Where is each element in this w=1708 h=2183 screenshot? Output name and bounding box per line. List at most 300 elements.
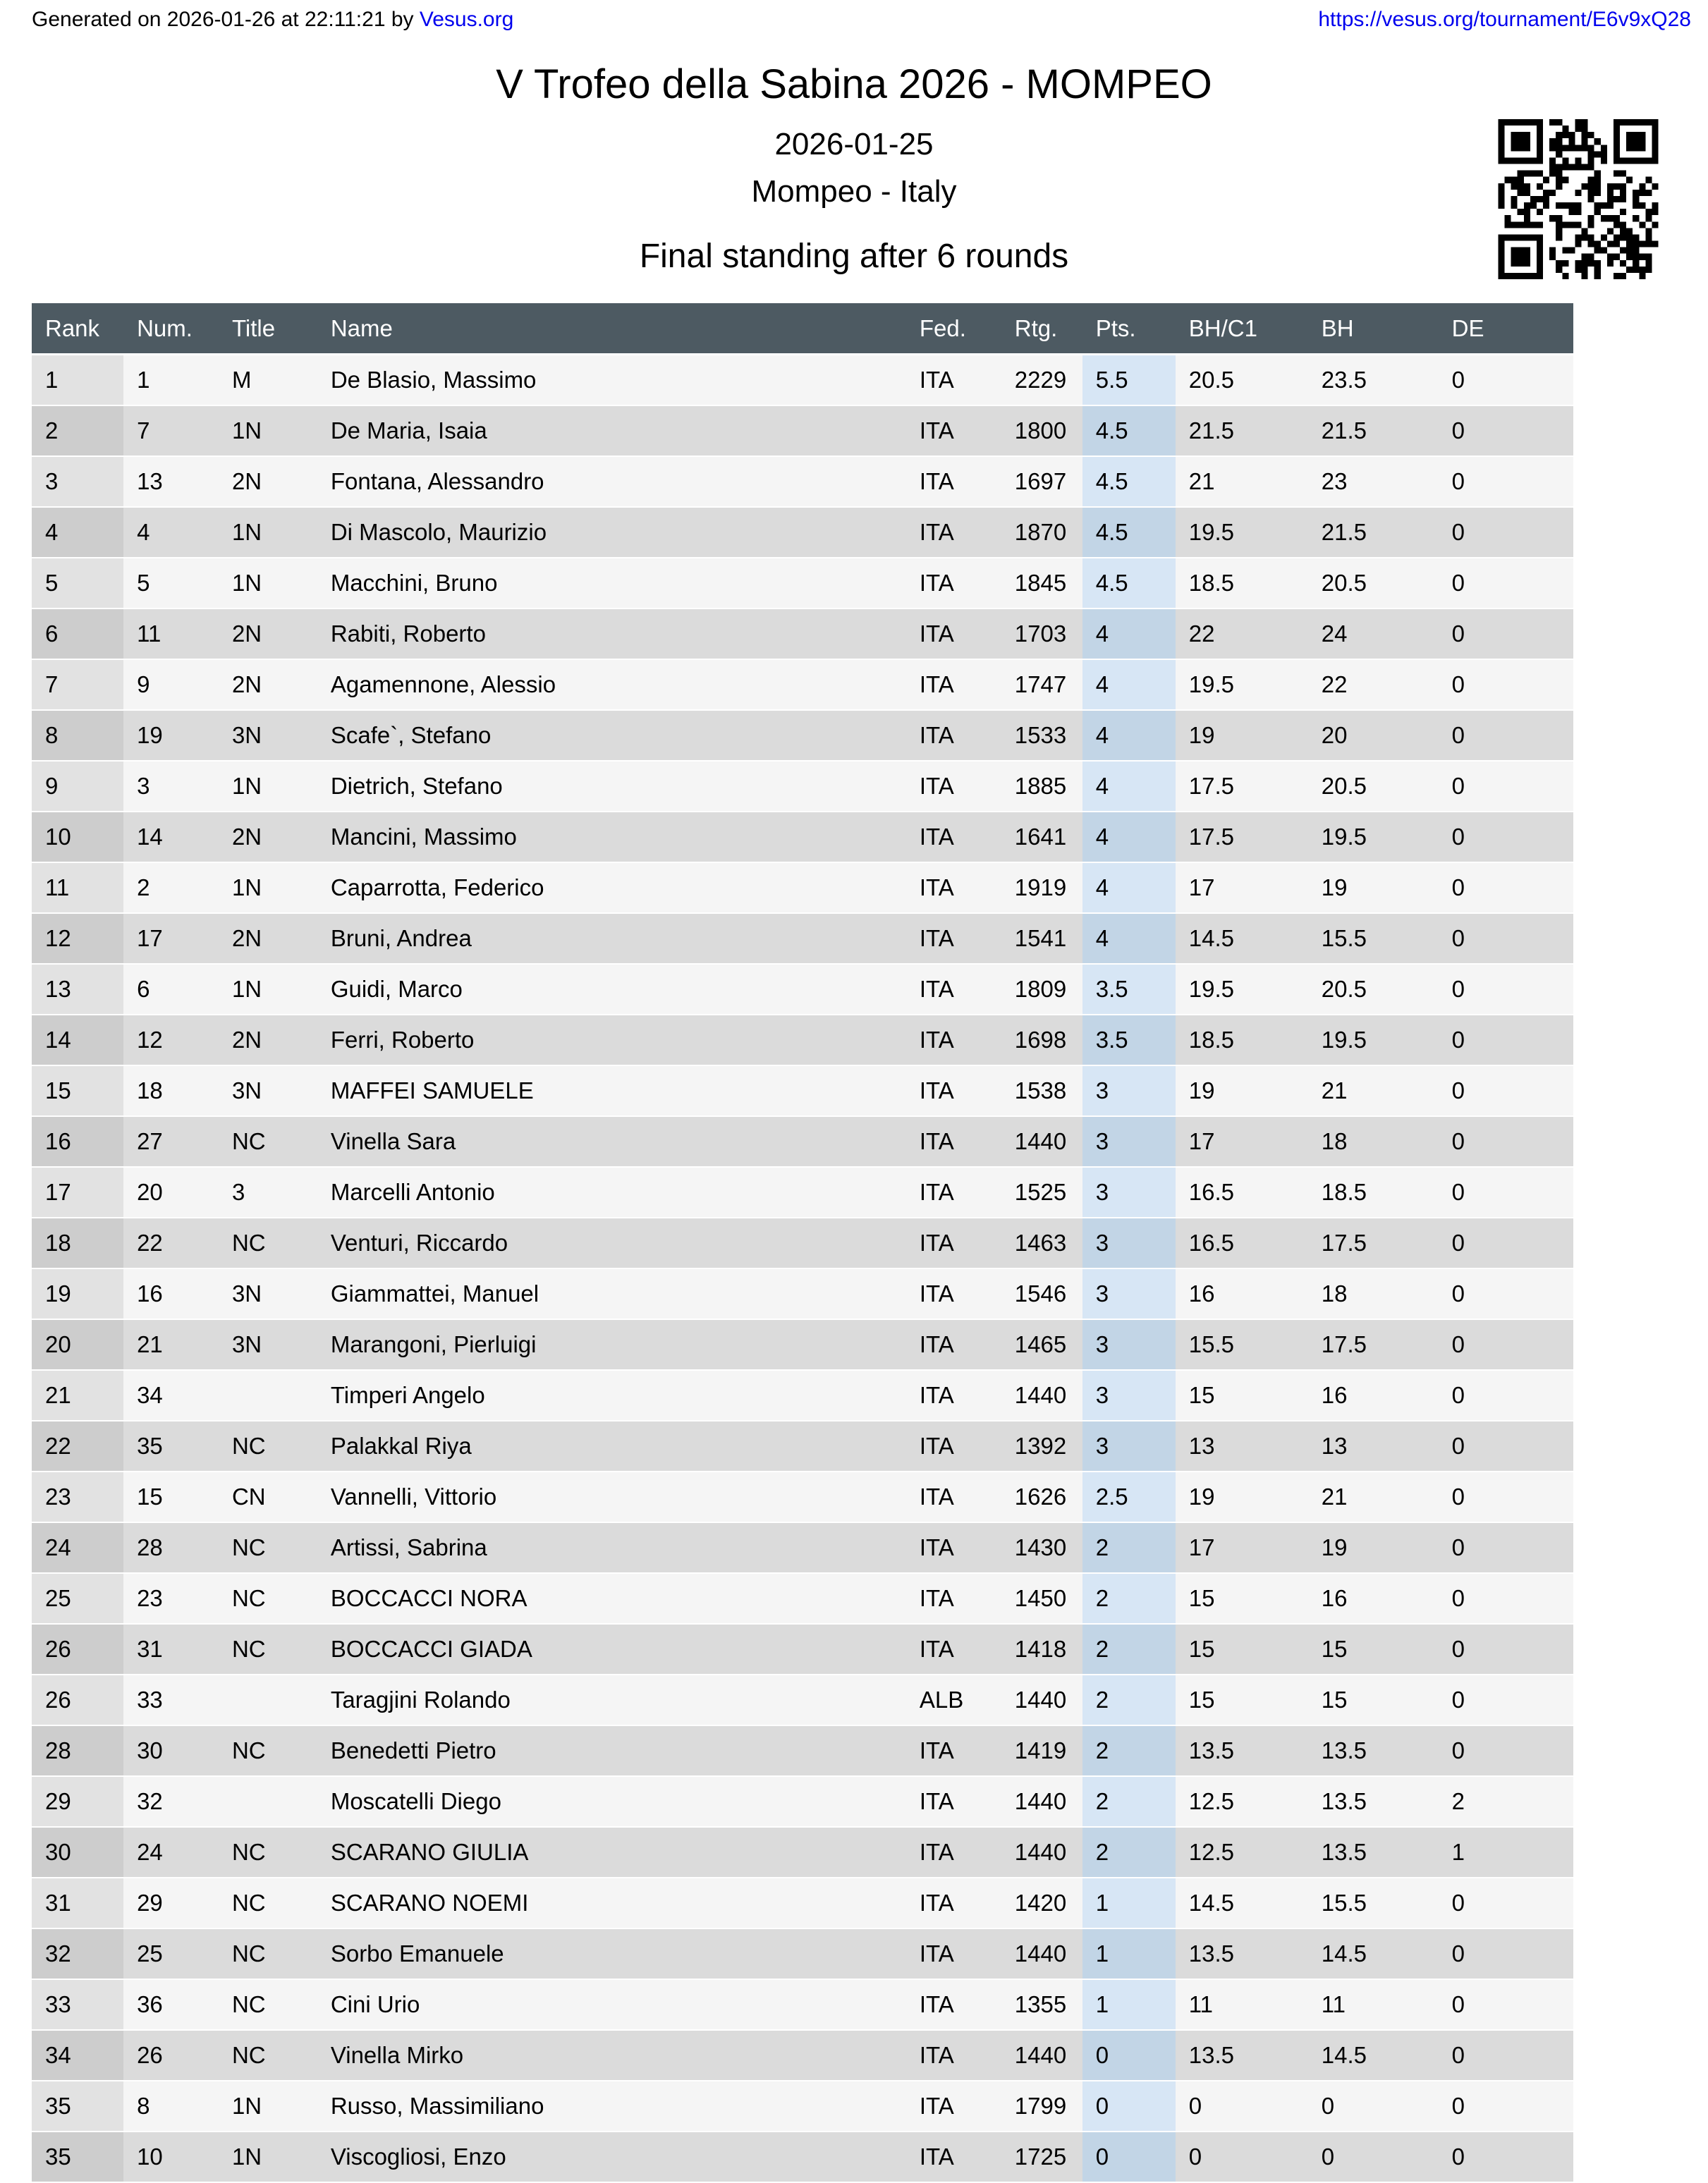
cell-fed: ITA [906,1624,1001,1675]
cell-num: 30 [123,1725,219,1776]
cell-title: 2N [219,1015,317,1065]
cell-num: 25 [123,1928,219,1979]
cell-pts: 1 [1082,1979,1176,2030]
cell-fed: ITA [906,1776,1001,1827]
cell-title: NC [219,2030,317,2081]
cell-bhc1: 17 [1176,1522,1308,1573]
cell-title [219,1370,317,1421]
cell-bhc1: 19 [1176,1472,1308,1522]
cell-num: 29 [123,1878,219,1928]
table-row [32,456,1573,507]
cell-title [219,1675,317,1725]
cell-pts: 0 [1082,2081,1176,2132]
cell-pts: 2.5 [1082,1472,1176,1522]
cell-pts: 2 [1082,1573,1176,1624]
cell-bh: 15 [1308,1675,1439,1725]
cell-bh: 16 [1308,1573,1439,1624]
cell-name: Marangoni, Pierluigi [317,1319,906,1370]
cell-bhc1: 19 [1176,1065,1308,1116]
cell-title: 1N [219,862,317,913]
cell-fed: ITA [906,1116,1001,1167]
cell-de: 0 [1439,812,1573,862]
cell-rank: 8 [32,710,123,761]
cell-de: 0 [1439,710,1573,761]
cell-num: 1 [123,355,219,406]
cell-name: Caparrotta, Federico [317,862,906,913]
cell-rank: 32 [32,1928,123,1979]
cell-pts: 2 [1082,1522,1176,1573]
cell-bh: 13 [1308,1421,1439,1472]
cell-bhc1: 17.5 [1176,761,1308,812]
cell-de: 0 [1439,1015,1573,1065]
cell-pts: 3 [1082,1116,1176,1167]
cell-bh: 13.5 [1308,1827,1439,1878]
cell-bhc1: 18.5 [1176,558,1308,609]
cell-rtg: 2229 [1001,355,1082,406]
cell-de: 0 [1439,558,1573,609]
cell-num: 3 [123,761,219,812]
cell-bhc1: 22 [1176,609,1308,659]
cell-num: 35 [123,1421,219,1472]
cell-pts: 1 [1082,1928,1176,1979]
cell-pts: 4 [1082,812,1176,862]
cell-fed: ITA [906,1319,1001,1370]
cell-bh: 22 [1308,659,1439,710]
column-header-fed: Fed. [906,303,1001,355]
cell-fed: ITA [906,2132,1001,2182]
cell-bh: 19.5 [1308,812,1439,862]
cell-rank: 35 [32,2132,123,2182]
cell-de: 0 [1439,1167,1573,1218]
cell-rank: 29 [32,1776,123,1827]
cell-bhc1: 21.5 [1176,405,1308,456]
table-row [32,355,1573,406]
cell-rank: 33 [32,1979,123,2030]
cell-rtg: 1870 [1001,507,1082,558]
cell-bhc1: 12.5 [1176,1776,1308,1827]
cell-bhc1: 15.5 [1176,1319,1308,1370]
tournament-location: Mompeo - Italy [751,174,957,209]
cell-rtg: 1725 [1001,2132,1082,2182]
column-header-name: Name [317,303,906,355]
table-row [32,1725,1573,1776]
cell-bh: 11 [1308,1979,1439,2030]
cell-title: NC [219,1218,317,1268]
cell-bh: 21 [1308,1065,1439,1116]
cell-num: 15 [123,1472,219,1522]
table-row [32,1065,1573,1116]
cell-rank: 11 [32,862,123,913]
cell-pts: 4.5 [1082,456,1176,507]
cell-num: 4 [123,507,219,558]
table-row [32,1015,1573,1065]
cell-fed: ITA [906,2081,1001,2132]
cell-fed: ITA [906,1979,1001,2030]
table-row [32,558,1573,609]
cell-title: 3 [219,1167,317,1218]
cell-name: Cini Urio [317,1979,906,2030]
cell-de: 0 [1439,1370,1573,1421]
cell-rtg: 1440 [1001,1928,1082,1979]
cell-bhc1: 15 [1176,1624,1308,1675]
cell-rank: 5 [32,558,123,609]
cell-de: 0 [1439,2030,1573,2081]
cell-rtg: 1698 [1001,1015,1082,1065]
cell-rtg: 1626 [1001,1472,1082,1522]
cell-pts: 2 [1082,1827,1176,1878]
table-row [32,2132,1573,2182]
cell-rtg: 1525 [1001,1167,1082,1218]
cell-name: Ferri, Roberto [317,1015,906,1065]
vesus-link[interactable]: Vesus.org [419,8,514,31]
cell-name: De Blasio, Massimo [317,355,906,406]
cell-fed: ITA [906,659,1001,710]
cell-rtg: 1355 [1001,1979,1082,2030]
cell-rtg: 1845 [1001,558,1082,609]
table-row [32,2081,1573,2132]
cell-rank: 9 [32,761,123,812]
cell-bh: 21.5 [1308,507,1439,558]
cell-bhc1: 19.5 [1176,964,1308,1015]
table-row [32,1979,1573,2030]
table-header-row [32,303,1573,355]
table-row [32,1421,1573,1472]
cell-num: 33 [123,1675,219,1725]
cell-rtg: 1420 [1001,1878,1082,1928]
cell-de: 0 [1439,1116,1573,1167]
cell-num: 14 [123,812,219,862]
table-row [32,964,1573,1015]
cell-bhc1: 17.5 [1176,812,1308,862]
cell-fed: ITA [906,761,1001,812]
table-row [32,1624,1573,1675]
table-row [32,507,1573,558]
cell-de: 0 [1439,1878,1573,1928]
cell-rtg: 1463 [1001,1218,1082,1268]
cell-name: Timperi Angelo [317,1370,906,1421]
cell-bh: 20.5 [1308,558,1439,609]
cell-rtg: 1440 [1001,1116,1082,1167]
cell-fed: ITA [906,1573,1001,1624]
cell-num: 32 [123,1776,219,1827]
cell-pts: 2 [1082,1776,1176,1827]
cell-num: 27 [123,1116,219,1167]
cell-name: BOCCACCI NORA [317,1573,906,1624]
cell-name: Moscatelli Diego [317,1776,906,1827]
cell-bhc1: 14.5 [1176,1878,1308,1928]
cell-fed: ITA [906,1522,1001,1573]
cell-rank: 15 [32,1065,123,1116]
cell-title: 3N [219,710,317,761]
cell-bhc1: 15 [1176,1573,1308,1624]
cell-num: 12 [123,1015,219,1065]
cell-de: 0 [1439,1218,1573,1268]
table-row [32,761,1573,812]
cell-title: NC [219,1116,317,1167]
table-row [32,1776,1573,1827]
cell-de: 0 [1439,659,1573,710]
cell-bh: 0 [1308,2081,1439,2132]
cell-de: 0 [1439,507,1573,558]
cell-fed: ITA [906,1928,1001,1979]
cell-title: 3N [219,1065,317,1116]
cell-num: 19 [123,710,219,761]
cell-name: Dietrich, Stefano [317,761,906,812]
cell-rank: 6 [32,609,123,659]
cell-bh: 0 [1308,2132,1439,2182]
cell-de: 0 [1439,355,1573,406]
cell-title [219,1776,317,1827]
cell-de: 0 [1439,609,1573,659]
cell-rank: 10 [32,812,123,862]
cell-de: 0 [1439,964,1573,1015]
cell-num: 34 [123,1370,219,1421]
cell-name: Giammattei, Manuel [317,1268,906,1319]
cell-rank: 2 [32,405,123,456]
standing-heading: Final standing after 6 rounds [639,238,1069,275]
table-row [32,1878,1573,1928]
cell-num: 8 [123,2081,219,2132]
cell-pts: 3 [1082,1370,1176,1421]
tournament-url-link[interactable]: https://vesus.org/tournament/E6v9xQ28 [1318,8,1691,31]
cell-pts: 2 [1082,1624,1176,1675]
column-header-de: DE [1439,303,1573,355]
cell-de: 0 [1439,405,1573,456]
cell-num: 16 [123,1268,219,1319]
cell-pts: 4 [1082,710,1176,761]
cell-fed: ITA [906,1725,1001,1776]
cell-name: Agamennone, Alessio [317,659,906,710]
table-row [32,1116,1573,1167]
cell-fed: ITA [906,862,1001,913]
cell-bh: 19 [1308,1522,1439,1573]
cell-name: Macchini, Bruno [317,558,906,609]
cell-bhc1: 16 [1176,1268,1308,1319]
topline [32,6,1691,34]
cell-fed: ITA [906,710,1001,761]
cell-rtg: 1533 [1001,710,1082,761]
cell-pts: 0 [1082,2030,1176,2081]
cell-rank: 3 [32,456,123,507]
column-header-rtg: Rtg. [1001,303,1082,355]
cell-fed: ITA [906,507,1001,558]
column-header-num: Num. [123,303,219,355]
cell-bhc1: 12.5 [1176,1827,1308,1878]
cell-title: NC [219,1827,317,1878]
cell-name: Taragjini Rolando [317,1675,906,1725]
cell-rank: 7 [32,659,123,710]
cell-pts: 4 [1082,659,1176,710]
column-header-bh: BH [1308,303,1439,355]
cell-rtg: 1440 [1001,1675,1082,1725]
cell-name: Vinella Mirko [317,2030,906,2081]
cell-de: 0 [1439,1573,1573,1624]
cell-num: 31 [123,1624,219,1675]
cell-de: 0 [1439,456,1573,507]
page-title: V Trofeo della Sabina 2026 - MOMPEO [496,61,1212,107]
cell-pts: 3.5 [1082,964,1176,1015]
cell-rank: 21 [32,1370,123,1421]
table-row [32,1268,1573,1319]
tournament-date: 2026-01-25 [774,127,934,161]
cell-name: BOCCACCI GIADA [317,1624,906,1675]
cell-fed: ALB [906,1675,1001,1725]
cell-bhc1: 15 [1176,1675,1308,1725]
cell-num: 21 [123,1319,219,1370]
cell-title: CN [219,1472,317,1522]
cell-fed: ITA [906,1218,1001,1268]
cell-title: 2N [219,609,317,659]
cell-name: Mancini, Massimo [317,812,906,862]
cell-bh: 14.5 [1308,1928,1439,1979]
cell-bh: 14.5 [1308,2030,1439,2081]
cell-name: Palakkal Riya [317,1421,906,1472]
cell-title: 1N [219,964,317,1015]
cell-title: NC [219,1725,317,1776]
cell-title: 2N [219,456,317,507]
cell-bhc1: 19.5 [1176,659,1308,710]
cell-fed: ITA [906,609,1001,659]
cell-pts: 4.5 [1082,405,1176,456]
cell-title: NC [219,1573,317,1624]
cell-fed: ITA [906,1167,1001,1218]
cell-title: 1N [219,761,317,812]
cell-de: 0 [1439,1624,1573,1675]
cell-name: Guidi, Marco [317,964,906,1015]
cell-de: 0 [1439,913,1573,964]
cell-fed: ITA [906,1827,1001,1878]
cell-title: NC [219,1421,317,1472]
cell-pts: 3 [1082,1065,1176,1116]
cell-fed: ITA [906,812,1001,862]
cell-de: 1 [1439,1827,1573,1878]
cell-rtg: 1541 [1001,913,1082,964]
cell-num: 5 [123,558,219,609]
cell-pts: 0 [1082,2132,1176,2182]
cell-rtg: 1392 [1001,1421,1082,1472]
cell-fed: ITA [906,405,1001,456]
cell-fed: ITA [906,1370,1001,1421]
cell-name: Fontana, Alessandro [317,456,906,507]
cell-rank: 30 [32,1827,123,1878]
table-row [32,710,1573,761]
cell-bhc1: 20.5 [1176,355,1308,406]
cell-name: Marcelli Antonio [317,1167,906,1218]
cell-rank: 1 [32,355,123,406]
cell-rtg: 1440 [1001,1827,1082,1878]
cell-de: 0 [1439,761,1573,812]
cell-rtg: 1697 [1001,456,1082,507]
cell-title: NC [219,1979,317,2030]
cell-bhc1: 21 [1176,456,1308,507]
cell-num: 6 [123,964,219,1015]
cell-rank: 34 [32,2030,123,2081]
cell-rank: 35 [32,2081,123,2132]
cell-rank: 23 [32,1472,123,1522]
cell-title: 2N [219,812,317,862]
cell-pts: 4 [1082,761,1176,812]
cell-de: 0 [1439,1319,1573,1370]
cell-bhc1: 19.5 [1176,507,1308,558]
cell-rank: 28 [32,1725,123,1776]
cell-fed: ITA [906,1421,1001,1472]
cell-de: 0 [1439,862,1573,913]
cell-pts: 3 [1082,1218,1176,1268]
cell-name: SCARANO NOEMI [317,1878,906,1928]
cell-bhc1: 13 [1176,1421,1308,1472]
cell-bh: 23.5 [1308,355,1439,406]
cell-num: 28 [123,1522,219,1573]
table-row [32,812,1573,862]
cell-title: 1N [219,405,317,456]
cell-rtg: 1419 [1001,1725,1082,1776]
cell-title: NC [219,1928,317,1979]
cell-bhc1: 18.5 [1176,1015,1308,1065]
cell-de: 0 [1439,1979,1573,2030]
cell-rank: 14 [32,1015,123,1065]
table-row [32,862,1573,913]
cell-pts: 1 [1082,1878,1176,1928]
cell-title: 2N [219,659,317,710]
cell-num: 26 [123,2030,219,2081]
table-row [32,1218,1573,1268]
cell-rtg: 1538 [1001,1065,1082,1116]
cell-bh: 18 [1308,1116,1439,1167]
cell-name: Di Mascolo, Maurizio [317,507,906,558]
cell-bh: 21.5 [1308,405,1439,456]
cell-num: 23 [123,1573,219,1624]
cell-name: Vannelli, Vittorio [317,1472,906,1522]
table-row [32,405,1573,456]
cell-name: Venturi, Riccardo [317,1218,906,1268]
cell-fed: ITA [906,964,1001,1015]
cell-rank: 4 [32,507,123,558]
cell-fed: ITA [906,2030,1001,2081]
cell-title: 1N [219,2132,317,2182]
cell-rtg: 1747 [1001,659,1082,710]
cell-rtg: 1641 [1001,812,1082,862]
cell-bh: 13.5 [1308,1776,1439,1827]
cell-fed: ITA [906,1065,1001,1116]
column-header-pts: Pts. [1082,303,1176,355]
cell-name: Viscogliosi, Enzo [317,2132,906,2182]
column-header-rank: Rank [32,303,123,355]
cell-rtg: 1450 [1001,1573,1082,1624]
table-row [32,913,1573,964]
table-row [32,1319,1573,1370]
cell-rank: 17 [32,1167,123,1218]
cell-pts: 3 [1082,1167,1176,1218]
cell-bh: 17.5 [1308,1218,1439,1268]
cell-bhc1: 0 [1176,2081,1308,2132]
cell-fed: ITA [906,1268,1001,1319]
cell-bhc1: 15 [1176,1370,1308,1421]
cell-rank: 26 [32,1624,123,1675]
table-row [32,1675,1573,1725]
cell-rtg: 1919 [1001,862,1082,913]
cell-name: Scafe`, Stefano [317,710,906,761]
cell-fed: ITA [906,1878,1001,1928]
table-row [32,1928,1573,1979]
cell-pts: 5.5 [1082,355,1176,406]
cell-rtg: 1703 [1001,609,1082,659]
cell-num: 2 [123,862,219,913]
cell-bh: 15.5 [1308,1878,1439,1928]
cell-rtg: 1465 [1001,1319,1082,1370]
cell-de: 0 [1439,1928,1573,1979]
generated-line [32,6,513,34]
cell-bh: 21 [1308,1472,1439,1522]
